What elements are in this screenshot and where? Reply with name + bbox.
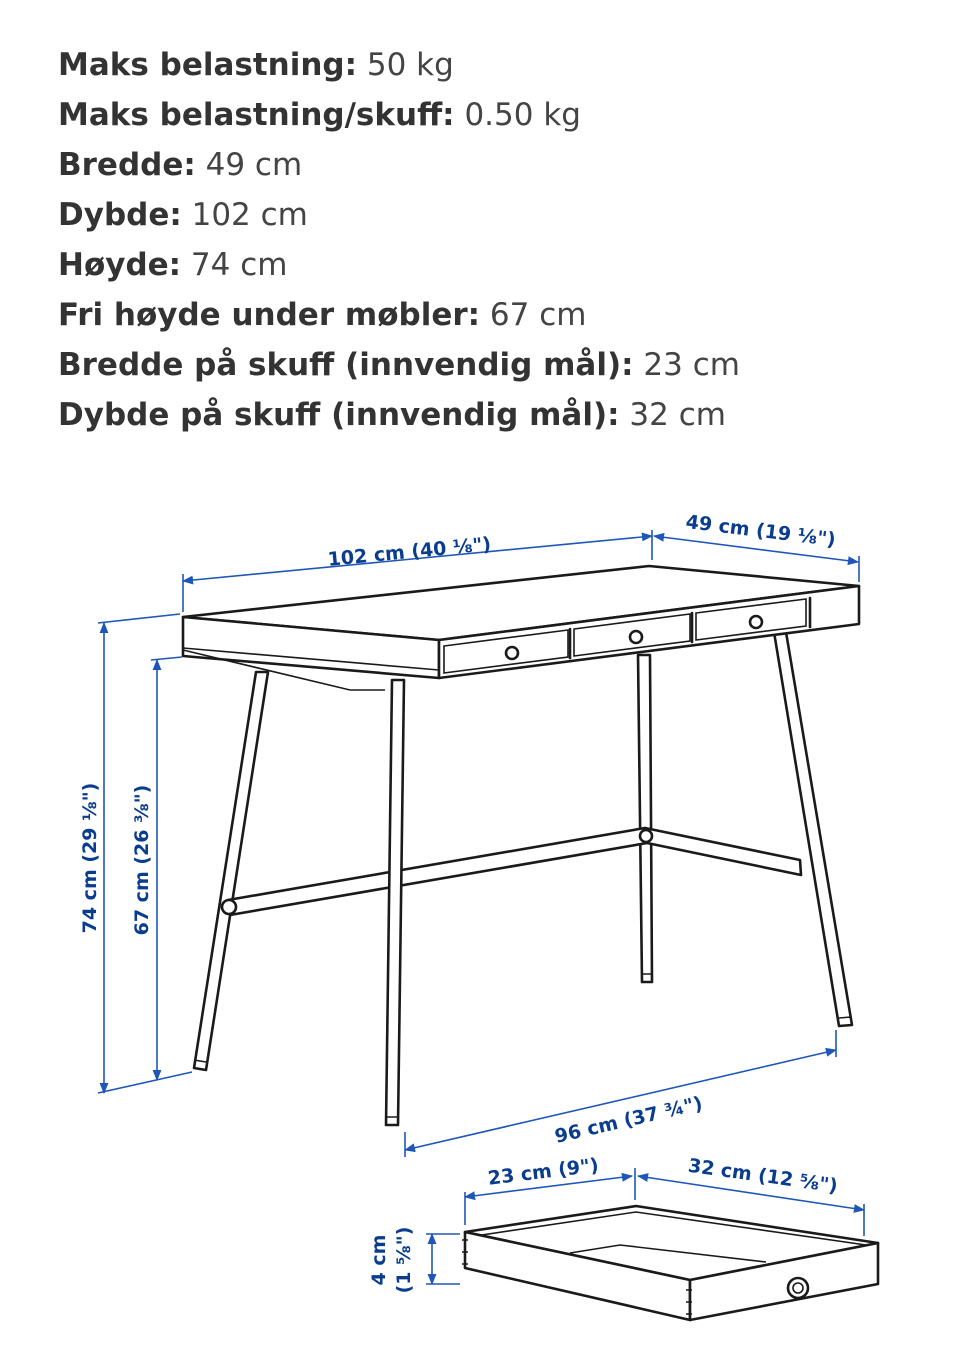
drawer-knob — [788, 1278, 808, 1298]
dim-label-drawer-depth: 32 cm (12 ⅝") — [686, 1154, 839, 1198]
dim-label-drawer-height-cm: 4 cm — [368, 1234, 390, 1286]
desk-leg-front-left — [386, 680, 404, 1125]
spec-label: Dybde på skuff (innvendig mål): — [58, 397, 620, 433]
desk-crossbar-right — [645, 828, 801, 875]
dim-extension — [151, 657, 182, 660]
spec-value: 23 cm — [643, 347, 740, 383]
spec-label: Fri høyde under møbler: — [58, 297, 481, 333]
desk-leg-back-right — [638, 655, 652, 982]
dim-label-drawer-height-in: (1 ⅝") — [393, 1226, 415, 1294]
dim-line-leg-span — [405, 1050, 836, 1150]
spec-value: 32 cm — [629, 397, 726, 433]
desk-drawer-knob — [506, 647, 518, 659]
desk-illustration — [183, 566, 859, 1125]
desk-foot — [194, 974, 851, 1117]
dim-label-depth: 102 cm (40 ⅛") — [326, 533, 493, 571]
desk-drawer-knob — [750, 616, 762, 628]
desk-drawer-knob — [630, 631, 642, 643]
desk-crossbar-long — [228, 828, 647, 915]
spec-value: 0.50 kg — [464, 97, 581, 133]
dim-extension — [98, 614, 180, 623]
spec-label: Bredde: — [58, 147, 196, 183]
dim-label-leg-span: 96 cm (37 ¾") — [552, 1092, 705, 1148]
drawer-illustration — [462, 1206, 878, 1320]
spec-value: 50 kg — [366, 47, 454, 83]
dim-label-height: 74 cm (29 ⅛") — [79, 782, 101, 934]
dim-extension — [98, 1072, 192, 1093]
spec-value: 102 cm — [191, 197, 308, 233]
spec-label: Bredde på skuff (innvendig mål): — [58, 347, 634, 383]
spec-label: Dybde: — [58, 197, 182, 233]
desk-leg-back-left — [194, 672, 268, 1070]
spec-value: 49 cm — [205, 147, 303, 183]
desk-crossbar-joint — [222, 900, 236, 914]
dim-label-drawer-width: 23 cm (9") — [486, 1154, 600, 1190]
dim-label-width: 49 cm (19 ⅛") — [684, 510, 837, 552]
spec-value: 74 cm — [190, 247, 288, 283]
spec-label: Maks belastning/skuff: — [58, 97, 455, 133]
spec-value: 67 cm — [489, 297, 587, 333]
dim-label-clearance: 67 cm (26 ⅜") — [131, 784, 153, 936]
desk-crossbar-joint — [640, 830, 652, 842]
spec-label: Maks belastning: — [58, 47, 358, 83]
spec-label: Høyde: — [58, 247, 182, 283]
desk-leg-front-right — [774, 632, 852, 1026]
